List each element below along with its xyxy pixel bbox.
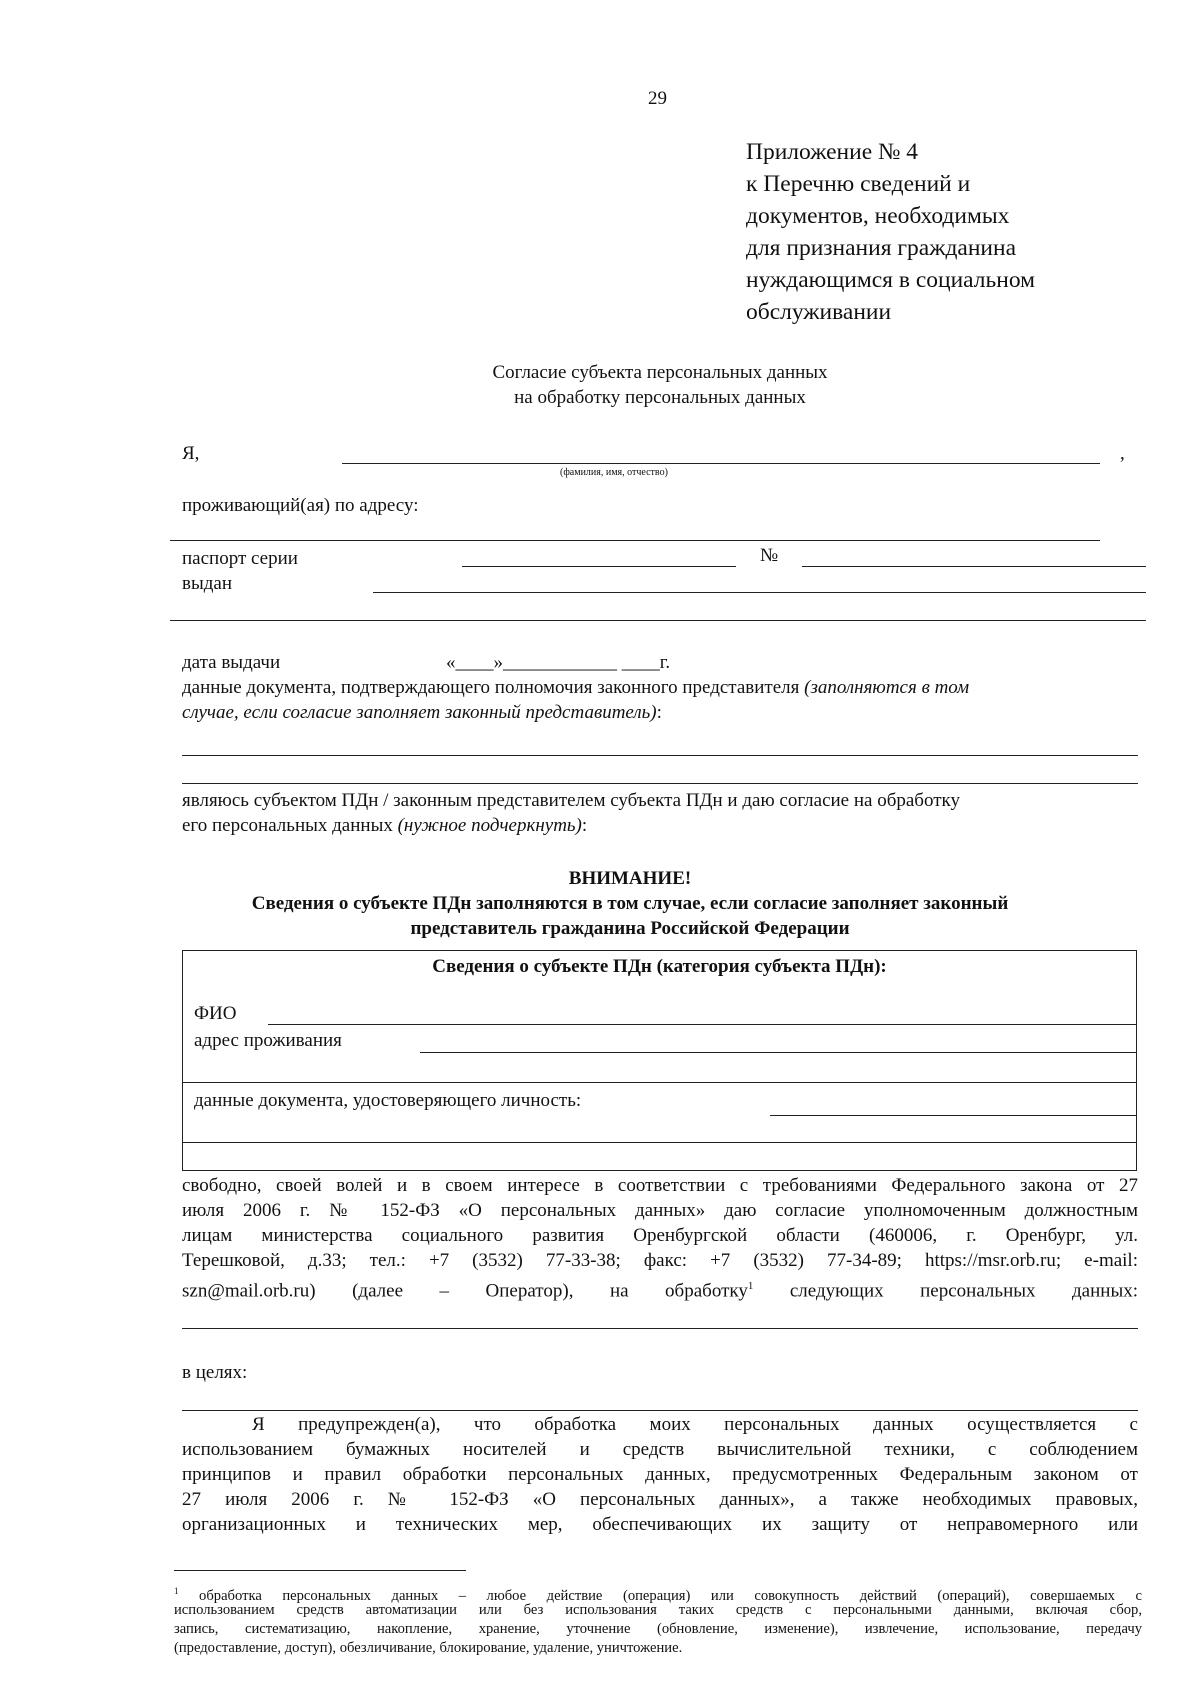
appendix-line: Приложение № 4 bbox=[746, 139, 919, 165]
subject-statement-1: являюсь субъектом ПДн / законным представителем субъекта ПДн и даю согласие на обработку bbox=[182, 790, 960, 811]
ya-label: Я, bbox=[182, 443, 200, 464]
purpose-line[interactable] bbox=[182, 1410, 1138, 1411]
appendix-line: обслуживании bbox=[746, 299, 892, 325]
footnote-separator bbox=[174, 1570, 466, 1571]
page-number: 29 bbox=[648, 88, 667, 109]
appendix-line: нуждающимся в социальном bbox=[746, 267, 1035, 293]
number-sign: № bbox=[760, 545, 779, 566]
fio-line[interactable] bbox=[342, 463, 1100, 464]
consent-line: свободно, своей волей и в своем интересе в соответствии с требованиями Федерального закона от 27 bbox=[182, 1175, 1138, 1196]
table-id-doc-label: данные документа, удостоверяющего личность: bbox=[194, 1090, 582, 1111]
passport-number-line[interactable] bbox=[802, 566, 1146, 567]
table-row-divider bbox=[182, 1082, 1137, 1083]
warning-line: 27 июля 2006 г. № 152-ФЗ «О персональных данных», а также необходимых правовых, bbox=[182, 1489, 1138, 1510]
warning-line: организационных и технических мер, обеспечивающих их защиту от неправомерного или bbox=[182, 1514, 1138, 1535]
issue-date-label: дата выдачи bbox=[182, 652, 281, 673]
issued-label: выдан bbox=[182, 573, 233, 594]
appendix-line: для признания гражданина bbox=[746, 235, 1016, 261]
footnote-line: использованием средств автоматизации или без использования таких средств с персональными данными, включая сбор, bbox=[174, 1602, 1142, 1618]
passport-series-line[interactable] bbox=[462, 566, 736, 567]
fio-hint: (фамилия, имя, отчество) bbox=[560, 467, 668, 478]
footnote-line: $^1$ обработка персональных данных – любое действие (операция) или совокупность действий (операций), совершаемых с bbox=[174, 1586, 1142, 1604]
title-line: Согласие субъекта персональных данных bbox=[492, 362, 828, 383]
purpose-label: в целях: bbox=[182, 1362, 248, 1383]
issued-line-2[interactable] bbox=[170, 620, 1146, 621]
warning-line: принципов и правил обработки персональных данных, предусмотренных Федеральным законом от bbox=[182, 1464, 1138, 1485]
rep-doc-line-1: данные документа, подтверждающего полномочия законного представителя (заполняются в том bbox=[182, 677, 970, 698]
address-label: проживающий(ая) по адресу: bbox=[182, 495, 419, 516]
consent-line: июля 2006 г. № 152-ФЗ «О персональных данных» даю согласие уполномоченным должностным bbox=[182, 1200, 1138, 1221]
comma: , bbox=[1120, 443, 1125, 464]
table-header: Сведения о субъекте ПДн (категория субъекта ПДн): bbox=[432, 956, 887, 977]
issue-date-field[interactable]: «____»____________ ____г. bbox=[446, 652, 671, 673]
warning-line: Я предупрежден(а), что обработка моих персональных данных осуществляется с bbox=[252, 1414, 1138, 1435]
table-address-label: адрес проживания bbox=[194, 1030, 342, 1051]
issued-line[interactable] bbox=[373, 592, 1146, 593]
warning-line: использованием бумажных носителей и средств вычислительной техники, с соблюдением bbox=[182, 1439, 1138, 1460]
attention-line: представитель гражданина Российской Федерации bbox=[410, 918, 850, 939]
attention-block bbox=[160, 866, 1100, 941]
table-row-divider bbox=[182, 1142, 1137, 1143]
address-line[interactable] bbox=[170, 540, 1100, 541]
passport-series-label: паспорт серии bbox=[182, 548, 298, 569]
table-id-doc-line[interactable] bbox=[770, 1115, 1136, 1116]
title-line: на обработку персональных данных bbox=[514, 387, 806, 408]
footnote-line: (предоставление, доступ), обезличивание, блокирование, удаление, уничтожение. bbox=[174, 1640, 683, 1656]
table-fio-line[interactable] bbox=[268, 1024, 1136, 1025]
rep-doc-line-b[interactable] bbox=[182, 783, 1138, 784]
footnote-line: запись, систематизацию, накопление, хранение, уточнение (обновление, изменение), извлечение, использование, передачу bbox=[174, 1621, 1142, 1637]
personal-data-line[interactable] bbox=[182, 1328, 1138, 1329]
attention-line: Сведения о субъекте ПДн заполняются в том случае, если согласие заполняет законный bbox=[251, 893, 1009, 914]
document-title bbox=[360, 360, 960, 410]
consent-line: Терешковой, д.33; тел.: +7 (3532) 77-33-38; факс: +7 (3532) 77-34-89; https://msr.orb.ru; e-mail: bbox=[182, 1250, 1138, 1271]
consent-line: лицам министерства социального развития Оренбургской области (460006, г. Оренбург, ул. bbox=[182, 1225, 1138, 1246]
table-fio-label: ФИО bbox=[194, 1003, 237, 1024]
consent-last-line: szn@mail.orb.ru) (далее – Оператор), на обработку$^1$ следующих персональных данных: bbox=[182, 1280, 1138, 1302]
subject-info-table bbox=[182, 950, 1137, 1171]
attention-heading: ВНИМАНИЕ! bbox=[568, 868, 692, 889]
appendix-line: документов, необходимых bbox=[746, 203, 1010, 229]
rep-doc-line-2: случае, если согласие заполняет законный представитель): bbox=[182, 702, 662, 723]
subject-statement-2: его персональных данных (нужное подчеркнуть): bbox=[182, 815, 588, 836]
rep-doc-line-a[interactable] bbox=[182, 755, 1138, 756]
appendix-line: к Перечню сведений и bbox=[746, 171, 971, 197]
table-address-line[interactable] bbox=[420, 1052, 1136, 1053]
footnote-ref: 1 bbox=[747, 1280, 754, 1292]
appendix-header bbox=[746, 136, 1035, 328]
